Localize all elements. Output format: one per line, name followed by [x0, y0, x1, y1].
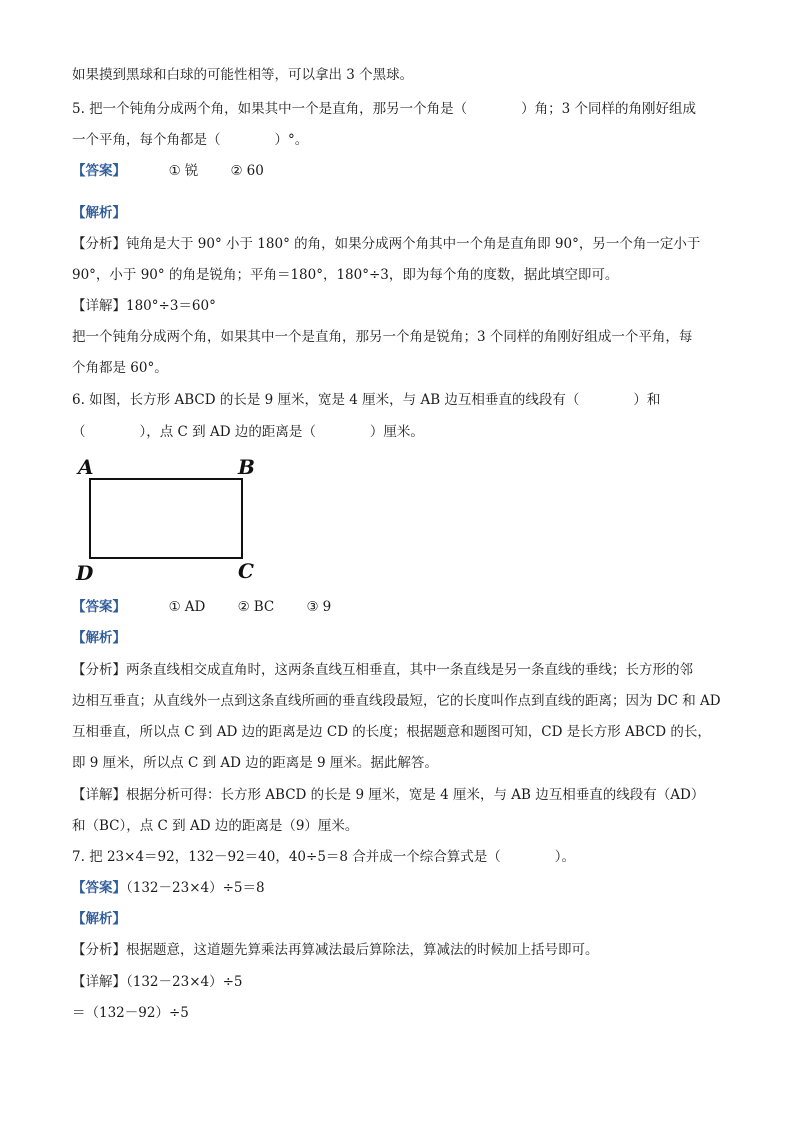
analysis-line: 即 9 厘米，所以点 C 到 AD 边的距离是 9 厘米。据此解答。 [72, 755, 438, 771]
detail-line: 和（BC），点 C 到 AD 边的距离是（9）厘米。 [72, 818, 359, 834]
detail-line: 【详解】（132－23×4）÷5 [72, 974, 243, 990]
answer-option: ① 锐 [168, 163, 199, 179]
answer-tag: 【答案】 [72, 599, 126, 615]
answer-expression: （132－23×4）÷5＝8 [126, 880, 265, 896]
analysis-line: 【分析】根据题意，这道题先算乘法再算减法最后算除法，算减法的时候加上括号即可。 [72, 942, 599, 958]
vertex-label-b: B [238, 455, 255, 479]
question-6: 6. 如图，长方形 ABCD 的长是 9 厘米，宽是 4 厘米，与 AB 边互相垂直的线段有（ ）和 [72, 392, 661, 408]
question-5: 5. 把一个钝角分成两个角，如果其中一个是直角，那另一个角是（ ）角；3 个同样的角刚好组成 [72, 101, 697, 117]
rectangle-shape [90, 479, 242, 558]
analysis-tag: 【解析】 [72, 911, 126, 927]
text-line: （ ），点 C 到 AD 边的距离是（ ）厘米。 [72, 424, 424, 440]
detail-line: 【详解】180°÷3＝60° [72, 298, 216, 314]
answer-option: ② BC [237, 599, 275, 615]
analysis-tag: 【解析】 [72, 630, 126, 646]
answer-row-q6 [72, 598, 359, 616]
answer-tag: 【答案】 [72, 880, 126, 896]
analysis-line: 【分析】钝角是大于 90° 小于 180° 的角，如果分成两个角其中一个角是直角即 90°，另一个角一定小于 [72, 236, 701, 252]
answer-option: ② 60 [230, 163, 264, 179]
text-line: 把一个钝角分成两个角，如果其中一个是直角，那另一个角是锐角；3 个同样的角刚好组成一个平角，每 [72, 329, 693, 345]
analysis-line: 90°，小于 90° 的角是锐角；平角＝180°，180°÷3，即为每个角的度数，据此填空即可。 [72, 267, 619, 283]
answer-option: ① AD [168, 599, 206, 615]
analysis-tag: 【解析】 [72, 205, 126, 221]
vertex-label-d: D [76, 561, 94, 584]
analysis-line: 【分析】两条直线相交成直角时，这两条直线互相垂直，其中一条直线是另一条直线的垂线；长方形的邻 [72, 662, 693, 678]
answer-tag: 【答案】 [72, 163, 126, 179]
vertex-label-c: C [238, 559, 254, 583]
answer-row-q5 [72, 162, 292, 180]
question-7: 7. 把 23×4＝92，132－92＝40，40÷5＝8 合并成一个综合算式是（ ）。 [72, 849, 576, 865]
rectangle-abcd-figure [72, 452, 272, 584]
detail-line: 【详解】根据分析可得：长方形 ABCD 的长是 9 厘米，宽是 4 厘米，与 AB 边互相垂直的线段有（AD） [72, 787, 705, 803]
analysis-line: 边相互垂直；从直线外一点到这条直线所画的垂直线段最短，它的长度叫作点到直线的距离；因为 DC 和 AD [72, 693, 721, 709]
calculation-line: ＝（132－92）÷5 [72, 1005, 189, 1021]
text-line: 如果摸到黑球和白球的可能性相等，可以拿出 3 个黑球。 [72, 67, 414, 83]
answer-row-q7 [72, 879, 265, 897]
analysis-line: 互相垂直，所以点 C 到 AD 边的距离是边 CD 的长度；根据题意和题图可知，CD 是长方形 ABCD 的长， [72, 724, 711, 740]
answer-option: ③ 9 [306, 599, 332, 615]
text-line: 一个平角，每个角都是（ ）°。 [72, 132, 309, 148]
vertex-label-a: A [78, 455, 94, 479]
text-line: 个角都是 60°。 [72, 360, 168, 376]
